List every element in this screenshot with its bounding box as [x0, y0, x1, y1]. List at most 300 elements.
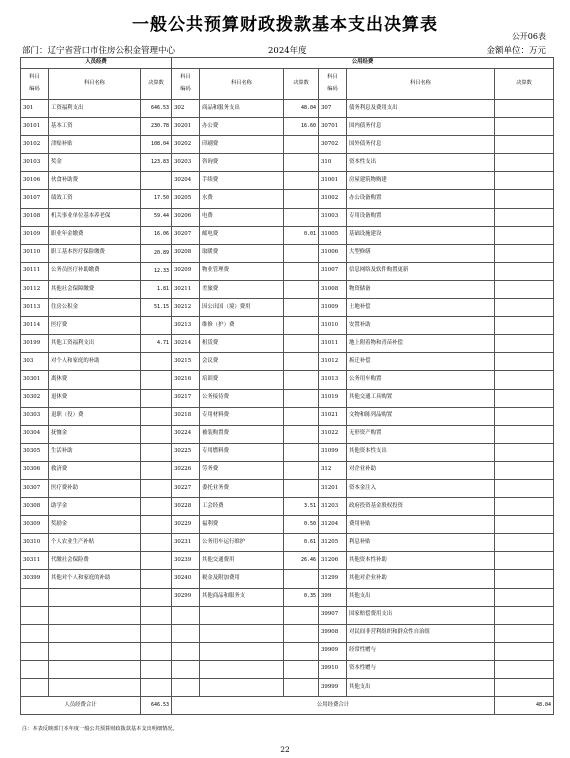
item-amount: 4.71 — [141, 335, 172, 353]
table-row — [21, 534, 554, 552]
item-code: 31204 — [319, 516, 347, 534]
item-amount — [284, 624, 319, 642]
item-name: 机关事业单位基本养老保 — [49, 208, 141, 226]
item-code: 30303 — [21, 407, 49, 425]
item-name: 办公费 — [200, 118, 284, 136]
item-name: 其他商品和服务支 — [200, 588, 284, 606]
item-code: 30103 — [21, 154, 49, 172]
item-amount — [141, 642, 172, 660]
item-code: 30213 — [172, 317, 200, 335]
item-amount: 0.01 — [284, 226, 319, 244]
item-code: 30107 — [21, 190, 49, 208]
item-name: 劳务费 — [200, 461, 284, 479]
table-row — [21, 516, 554, 534]
item-code: 30229 — [172, 516, 200, 534]
item-amount — [141, 425, 172, 443]
item-name: 其他交通费用 — [200, 552, 284, 570]
item-name: 代缴社会保险费 — [49, 552, 141, 570]
item-amount — [284, 425, 319, 443]
item-name: 公务员医疗补助缴费 — [49, 262, 141, 280]
item-code: 30240 — [172, 570, 200, 588]
item-code: 30702 — [319, 136, 347, 154]
item-name — [49, 588, 141, 606]
item-amount — [284, 335, 319, 353]
item-name: 其他社会保障缴费 — [49, 280, 141, 298]
item-amount — [284, 660, 319, 678]
item-name: 经常性赠与 — [347, 642, 495, 660]
item-code — [21, 624, 49, 642]
item-name: 奖金 — [49, 154, 141, 172]
item-code: 30108 — [21, 208, 49, 226]
item-code: 31005 — [319, 226, 347, 244]
table-row — [21, 371, 554, 389]
table-row — [21, 407, 554, 425]
table-row — [21, 425, 554, 443]
item-amount — [284, 244, 319, 262]
item-name: 物资储备 — [347, 280, 495, 298]
item-code: 30111 — [21, 262, 49, 280]
item-amount — [141, 606, 172, 624]
table-row — [21, 335, 554, 353]
item-amount: 12.33 — [141, 262, 172, 280]
table-row — [21, 588, 554, 606]
item-name: 退休费 — [49, 389, 141, 407]
item-amount — [495, 389, 554, 407]
item-code: 399 — [319, 588, 347, 606]
item-code: 30215 — [172, 353, 200, 371]
item-amount — [284, 353, 319, 371]
item-name: 津贴补贴 — [49, 136, 141, 154]
item-code: 30106 — [21, 172, 49, 190]
table-row — [21, 226, 554, 244]
item-name: 专用燃料费 — [200, 443, 284, 461]
item-name — [200, 624, 284, 642]
table-row — [21, 208, 554, 226]
item-amount — [141, 172, 172, 190]
item-code: 39908 — [319, 624, 347, 642]
item-code: 30212 — [172, 299, 200, 317]
item-amount — [495, 407, 554, 425]
item-name: 租赁费 — [200, 335, 284, 353]
item-name: 生活补助 — [49, 443, 141, 461]
item-amount: 20.89 — [141, 244, 172, 262]
item-amount: 16.06 — [141, 226, 172, 244]
item-amount — [495, 606, 554, 624]
item-name — [200, 606, 284, 624]
totals-row — [21, 697, 554, 715]
table-row — [21, 498, 554, 516]
item-code: 30217 — [172, 389, 200, 407]
item-code: 30304 — [21, 425, 49, 443]
item-code: 31201 — [319, 479, 347, 497]
item-name: 税金及附加费用 — [200, 570, 284, 588]
item-code: 30113 — [21, 299, 49, 317]
table-row — [21, 353, 554, 371]
item-name: 邮电费 — [200, 226, 284, 244]
item-code: 30299 — [172, 588, 200, 606]
item-code: 30311 — [21, 552, 49, 570]
item-amount — [495, 244, 554, 262]
item-name — [200, 642, 284, 660]
item-code: 30101 — [21, 118, 49, 136]
item-amount — [495, 208, 554, 226]
item-amount — [141, 479, 172, 497]
item-name — [49, 606, 141, 624]
item-code: 30701 — [319, 118, 347, 136]
item-amount — [495, 190, 554, 208]
table-row — [21, 624, 554, 642]
item-name: 文物和陈列品购置 — [347, 407, 495, 425]
item-name: 资本性赠与 — [347, 660, 495, 678]
item-amount — [141, 660, 172, 678]
item-code: 30227 — [172, 479, 200, 497]
item-name: 培训费 — [200, 371, 284, 389]
item-amount — [284, 389, 319, 407]
item-amount — [495, 317, 554, 335]
item-name: 国内债务付息 — [347, 118, 495, 136]
item-code: 31019 — [319, 389, 347, 407]
item-name: 工会经费 — [200, 498, 284, 516]
item-amount — [141, 498, 172, 516]
item-name: 离休费 — [49, 371, 141, 389]
table-row — [21, 154, 554, 172]
item-code: 39910 — [319, 660, 347, 678]
item-code: 30302 — [21, 389, 49, 407]
item-code: 30109 — [21, 226, 49, 244]
table-row — [21, 443, 554, 461]
item-amount — [495, 172, 554, 190]
item-amount — [141, 588, 172, 606]
section-header-row — [21, 58, 554, 69]
item-amount: 48.04 — [284, 100, 319, 118]
item-code: 30307 — [21, 479, 49, 497]
item-code: 303 — [21, 353, 49, 371]
item-name: 基本工资 — [49, 118, 141, 136]
page-number: 22 — [280, 745, 290, 754]
item-amount: 3.51 — [284, 498, 319, 516]
item-code — [21, 642, 49, 660]
item-amount — [495, 624, 554, 642]
item-name: 其他对企业补助 — [347, 570, 495, 588]
item-code: 31022 — [319, 425, 347, 443]
item-name: 物业管理费 — [200, 262, 284, 280]
item-amount — [284, 154, 319, 172]
table-row — [21, 280, 554, 298]
item-amount — [495, 443, 554, 461]
personnel-total-label: 人员经费合计 — [21, 697, 141, 715]
section-public: 公用经费 — [172, 58, 554, 69]
table-row — [21, 479, 554, 497]
item-code — [172, 679, 200, 697]
item-code: 31021 — [319, 407, 347, 425]
item-name: 医疗费补助 — [49, 479, 141, 497]
expenditure-table — [20, 57, 554, 715]
item-name: 地上附着物和青苗补偿 — [347, 335, 495, 353]
item-name: 信息网络及软件购置更新 — [347, 262, 495, 280]
item-code — [172, 660, 200, 678]
item-amount — [141, 317, 172, 335]
item-code — [172, 642, 200, 660]
item-name: 福利费 — [200, 516, 284, 534]
item-code: 307 — [319, 100, 347, 118]
item-name: 资本性支出 — [347, 154, 495, 172]
item-name: 土地补偿 — [347, 299, 495, 317]
item-name: 其他支出 — [347, 679, 495, 697]
item-amount — [495, 642, 554, 660]
item-amount: 0.61 — [284, 534, 319, 552]
item-amount — [284, 461, 319, 479]
table-row — [21, 606, 554, 624]
col-amount: 决算数 — [284, 69, 319, 100]
item-code: 31205 — [319, 534, 347, 552]
item-code: 30199 — [21, 335, 49, 353]
item-name: 对企业补助 — [347, 461, 495, 479]
item-name: 大型修缮 — [347, 244, 495, 262]
table-row — [21, 118, 554, 136]
item-amount — [495, 552, 554, 570]
item-amount — [284, 208, 319, 226]
item-name: 水费 — [200, 190, 284, 208]
item-code: 30114 — [21, 317, 49, 335]
item-amount — [495, 100, 554, 118]
item-code — [172, 606, 200, 624]
item-code — [21, 660, 49, 678]
item-name: 伙食补助费 — [49, 172, 141, 190]
item-amount — [141, 443, 172, 461]
form-code: 公开06表 — [511, 32, 546, 41]
item-name — [49, 679, 141, 697]
col-name: 科目名称 — [200, 69, 284, 100]
table-row — [21, 660, 554, 678]
item-code: 30306 — [21, 461, 49, 479]
table-row — [21, 244, 554, 262]
item-code: 30206 — [172, 208, 200, 226]
item-amount: 230.78 — [141, 118, 172, 136]
item-name — [49, 624, 141, 642]
item-code: 30207 — [172, 226, 200, 244]
table-row — [21, 100, 554, 118]
item-code: 30112 — [21, 280, 49, 298]
item-amount — [284, 371, 319, 389]
item-amount — [495, 498, 554, 516]
item-code: 31006 — [319, 244, 347, 262]
public-total-label: 公用经费合计 — [172, 697, 495, 715]
item-code: 30305 — [21, 443, 49, 461]
item-code: 30216 — [172, 371, 200, 389]
item-name: 公务用车运行维护 — [200, 534, 284, 552]
item-code: 30203 — [172, 154, 200, 172]
col-amount: 决算数 — [495, 69, 554, 100]
item-code: 30214 — [172, 335, 200, 353]
item-code: 30211 — [172, 280, 200, 298]
item-name — [49, 660, 141, 678]
item-name: 其他资本性补助 — [347, 552, 495, 570]
item-name: 助学金 — [49, 498, 141, 516]
col-code: 科目 编码 — [21, 69, 49, 100]
item-amount: 123.83 — [141, 154, 172, 172]
item-code — [172, 624, 200, 642]
department-label: 部门：辽宁省营口市住房公积金管理中心 — [22, 46, 176, 56]
item-name: 商品和服务支出 — [200, 100, 284, 118]
item-amount — [495, 588, 554, 606]
personnel-total-value: 646.53 — [141, 697, 172, 715]
item-amount — [284, 317, 319, 335]
item-name: 职业年金缴费 — [49, 226, 141, 244]
item-amount — [284, 280, 319, 298]
table-row — [21, 389, 554, 407]
footnote: 注：本表反映部门本年度一般公共预算财政拨款基本支出明细情况。 — [22, 726, 178, 732]
item-code: 30208 — [172, 244, 200, 262]
item-amount: 646.53 — [141, 100, 172, 118]
table-row — [21, 570, 554, 588]
item-amount — [141, 516, 172, 534]
item-amount — [495, 353, 554, 371]
item-code: 31011 — [319, 335, 347, 353]
item-name — [49, 642, 141, 660]
item-name: 办公设备购置 — [347, 190, 495, 208]
item-amount — [495, 262, 554, 280]
item-name: 基础设施建设 — [347, 226, 495, 244]
item-name: 电费 — [200, 208, 284, 226]
item-name: 委托业务费 — [200, 479, 284, 497]
item-name: 专用材料费 — [200, 407, 284, 425]
item-code: 31013 — [319, 371, 347, 389]
item-code: 302 — [172, 100, 200, 118]
public-total-value: 48.04 — [495, 697, 554, 715]
item-code: 30231 — [172, 534, 200, 552]
item-amount — [141, 570, 172, 588]
item-code: 39999 — [319, 679, 347, 697]
item-code — [21, 606, 49, 624]
item-name: 其他对个人和家庭的补助 — [49, 570, 141, 588]
item-name: 咨询费 — [200, 154, 284, 172]
item-name — [200, 660, 284, 678]
item-code: 30202 — [172, 136, 200, 154]
item-amount — [141, 353, 172, 371]
item-code: 30204 — [172, 172, 200, 190]
item-amount — [284, 606, 319, 624]
item-code: 31008 — [319, 280, 347, 298]
item-name: 房屋建筑物购建 — [347, 172, 495, 190]
item-amount — [495, 679, 554, 697]
item-name: 费用补贴 — [347, 516, 495, 534]
item-code: 30110 — [21, 244, 49, 262]
item-amount: 26.46 — [284, 552, 319, 570]
item-amount — [284, 443, 319, 461]
item-amount — [495, 280, 554, 298]
item-code: 30239 — [172, 552, 200, 570]
item-code: 30309 — [21, 516, 49, 534]
item-amount — [495, 299, 554, 317]
item-amount: 16.60 — [284, 118, 319, 136]
item-amount: 59.44 — [141, 208, 172, 226]
item-code: 30205 — [172, 190, 200, 208]
item-amount — [495, 136, 554, 154]
item-name: 资本金注入 — [347, 479, 495, 497]
item-amount — [284, 262, 319, 280]
item-name: 专用设备购置 — [347, 208, 495, 226]
table-row — [21, 552, 554, 570]
item-amount — [284, 679, 319, 697]
item-amount: 108.04 — [141, 136, 172, 154]
table-row — [21, 136, 554, 154]
item-amount — [284, 136, 319, 154]
item-amount — [495, 118, 554, 136]
item-name: 绩效工资 — [49, 190, 141, 208]
item-amount — [284, 299, 319, 317]
item-amount — [284, 570, 319, 588]
item-code: 31002 — [319, 190, 347, 208]
item-amount — [141, 534, 172, 552]
item-amount — [141, 461, 172, 479]
item-code: 31003 — [319, 208, 347, 226]
item-amount: 17.50 — [141, 190, 172, 208]
item-name: 住房公积金 — [49, 299, 141, 317]
item-name: 安置补助 — [347, 317, 495, 335]
item-name: 差旅费 — [200, 280, 284, 298]
item-code: 30308 — [21, 498, 49, 516]
item-name: 工资福利支出 — [49, 100, 141, 118]
item-amount: 0.50 — [284, 516, 319, 534]
item-code: 39909 — [319, 642, 347, 660]
year-label: 2024年度 — [268, 46, 307, 56]
section-personnel: 人员经费 — [21, 58, 172, 69]
item-name: 对个人和家庭的补助 — [49, 353, 141, 371]
col-name: 科目名称 — [347, 69, 495, 100]
item-name: 债务利息及费用支出 — [347, 100, 495, 118]
item-name: 个人农业生产补贴 — [49, 534, 141, 552]
table-row — [21, 679, 554, 697]
item-name: 国家赔偿费用支出 — [347, 606, 495, 624]
item-name: 拆迁补偿 — [347, 353, 495, 371]
item-name: 其他工资福利支出 — [49, 335, 141, 353]
item-amount — [495, 660, 554, 678]
table-row — [21, 190, 554, 208]
item-amount — [141, 371, 172, 389]
item-code: 31099 — [319, 443, 347, 461]
item-code: 301 — [21, 100, 49, 118]
item-code: 31010 — [319, 317, 347, 335]
table-row — [21, 172, 554, 190]
item-code: 312 — [319, 461, 347, 479]
item-code: 31206 — [319, 552, 347, 570]
item-name: 利息补贴 — [347, 534, 495, 552]
item-amount — [284, 190, 319, 208]
col-name: 科目名称 — [49, 69, 141, 100]
item-code: 30301 — [21, 371, 49, 389]
table-row — [21, 461, 554, 479]
col-code: 科目 编码 — [172, 69, 200, 100]
item-amount: 51.15 — [141, 299, 172, 317]
item-code: 30218 — [172, 407, 200, 425]
item-amount: 0.35 — [284, 588, 319, 606]
item-code: 30399 — [21, 570, 49, 588]
item-amount — [495, 570, 554, 588]
item-name: 医疗费 — [49, 317, 141, 335]
item-name: 其他支出 — [347, 588, 495, 606]
item-amount — [141, 389, 172, 407]
item-name: 其他交通工具购置 — [347, 389, 495, 407]
item-amount — [495, 479, 554, 497]
item-amount — [141, 679, 172, 697]
item-amount — [284, 172, 319, 190]
item-code: 31007 — [319, 262, 347, 280]
table-row — [21, 262, 554, 280]
unit-label: 金额单位：万元 — [486, 46, 546, 56]
item-name: 抚恤金 — [49, 425, 141, 443]
item-code: 31012 — [319, 353, 347, 371]
item-code — [21, 588, 49, 606]
